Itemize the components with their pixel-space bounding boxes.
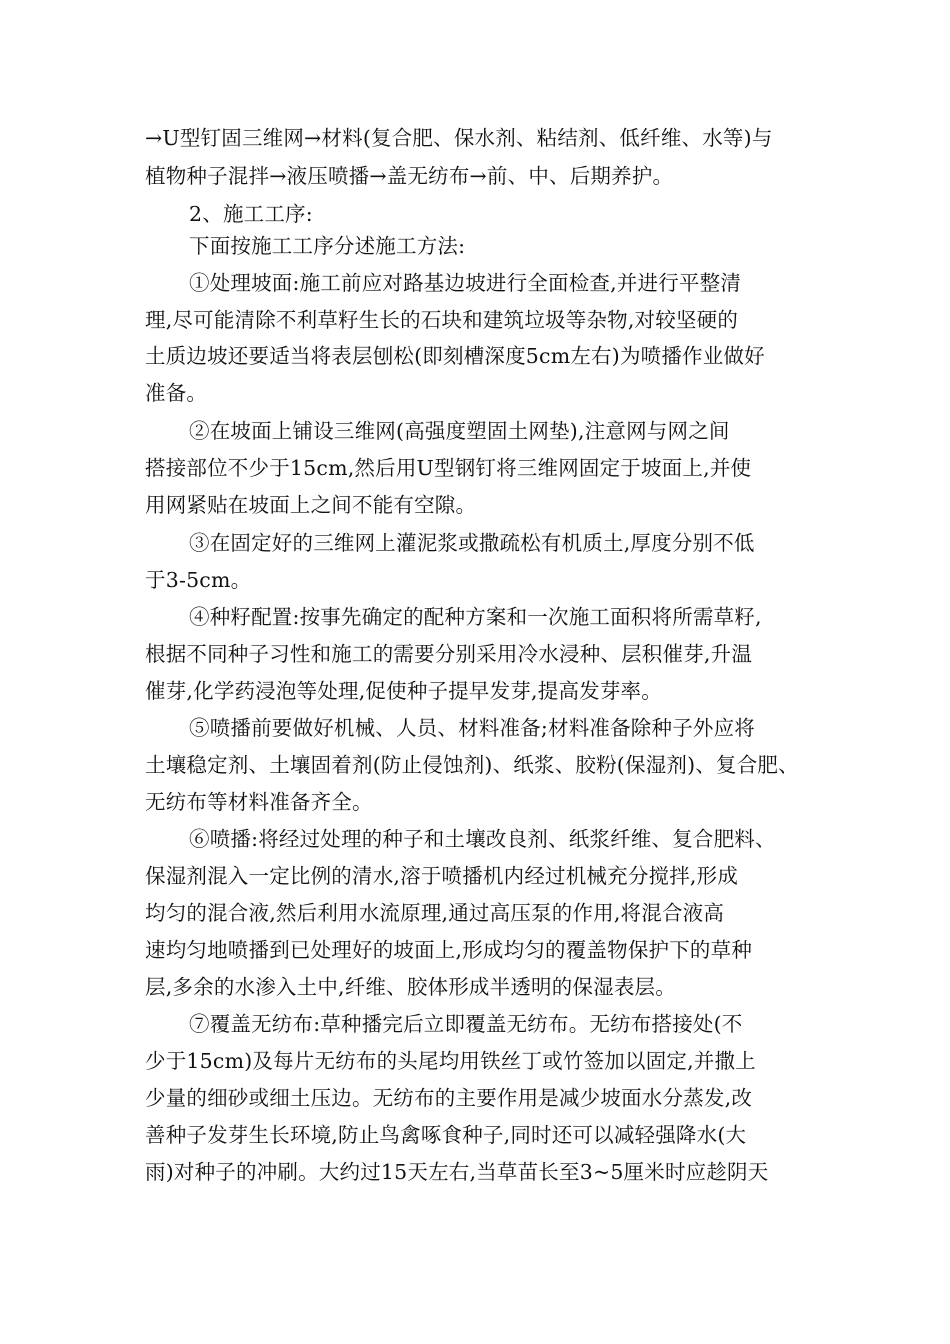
text-line: 下面按施工工序分述施工方法: bbox=[189, 234, 466, 258]
text-line: ⑥喷播:将经过处理的种子和土壤改良剂、纸浆纤维、复合肥料、 bbox=[189, 827, 776, 851]
text-line: 无纺布等材料准备齐全。 bbox=[145, 790, 373, 814]
text-line: 少于15cm)及每片无纺布的头尾均用铁丝丁或竹签加以固定,并撒上 bbox=[145, 1049, 756, 1073]
text-line: 搭接部位不少于15cm,然后用U型钢钉将三维网固定于坡面上,并使 bbox=[145, 456, 752, 480]
text-line: 用网紧贴在坡面上之间不能有空隙。 bbox=[145, 493, 477, 517]
text-line: 均匀的混合液,然后利用水流原理,通过高压泵的作用,将混合液高 bbox=[145, 901, 725, 925]
text-line: 速均匀地喷播到已处理好的坡面上,形成均匀的覆盖物保护下的草种 bbox=[145, 938, 753, 962]
text-line: →U型钉固三维网→材料(复合肥、保水剂、粘结剂、低纤维、水等)与 bbox=[145, 126, 773, 150]
text-line: 于3-5cm。 bbox=[145, 568, 252, 592]
text-line: 雨)对种子的冲刷。大约过15天左右,当草苗长至3~5厘米时应趁阴天 bbox=[145, 1160, 769, 1184]
section-heading: 2、施工工序: bbox=[189, 202, 313, 226]
text-line: ①处理坡面:施工前应对路基边坡进行全面检查,并进行平整清 bbox=[189, 271, 742, 295]
text-line: 层,多余的水渗入土中,纤维、胶体形成半透明的保湿表层。 bbox=[145, 975, 676, 999]
text-line: 植物种子混拌→液压喷播→盖无纺布→前、中、后期养护。 bbox=[145, 164, 674, 188]
text-line: 保湿剂混入一定比例的清水,溶于喷播机内经过机械充分搅拌,形成 bbox=[145, 864, 739, 888]
text-line: 少量的细砂或细土压边。无纺布的主要作用是减少坡面水分蒸发,改 bbox=[145, 1086, 753, 1110]
text-line: ④种籽配置:按事先确定的配种方案和一次施工面积将所需草籽, bbox=[189, 605, 762, 629]
text-line: 土质边坡还要适当将表层刨松(即刻槽深度5cm左右)为喷播作业做好 bbox=[145, 344, 765, 368]
text-line: 土壤稳定剂、土壤固着剂(防止侵蚀剂)、纸浆、胶粉(保湿剂)、复合肥、 bbox=[145, 753, 799, 777]
text-line: 催芽,化学药浸泡等处理,促使种子提早发芽,提高发芽率。 bbox=[145, 679, 662, 703]
text-line: 准备。 bbox=[145, 381, 208, 405]
text-line: ②在坡面上铺设三维网(高强度塑固土网垫),注意网与网之间 bbox=[189, 419, 730, 443]
text-line: ⑤喷播前要做好机械、人员、材料准备;材料准备除种子外应将 bbox=[189, 716, 756, 740]
text-line: 善种子发芽生长环境,防止鸟禽啄食种子,同时还可以减轻强降水(大 bbox=[145, 1123, 747, 1147]
text-line: ③在固定好的三维网上灌泥浆或撒疏松有机质土,厚度分别不低 bbox=[189, 531, 755, 555]
text-line: 根据不同种子习性和施工的需要分别采用冷水浸种、层积催芽,升温 bbox=[145, 642, 753, 666]
text-line: ⑦覆盖无纺布:草种播完后立即覆盖无纺布。无纺布搭接处(不 bbox=[189, 1012, 743, 1036]
text-line: 理,尽可能清除不利草籽生长的石块和建筑垃圾等杂物,对较坚硬的 bbox=[145, 308, 739, 332]
